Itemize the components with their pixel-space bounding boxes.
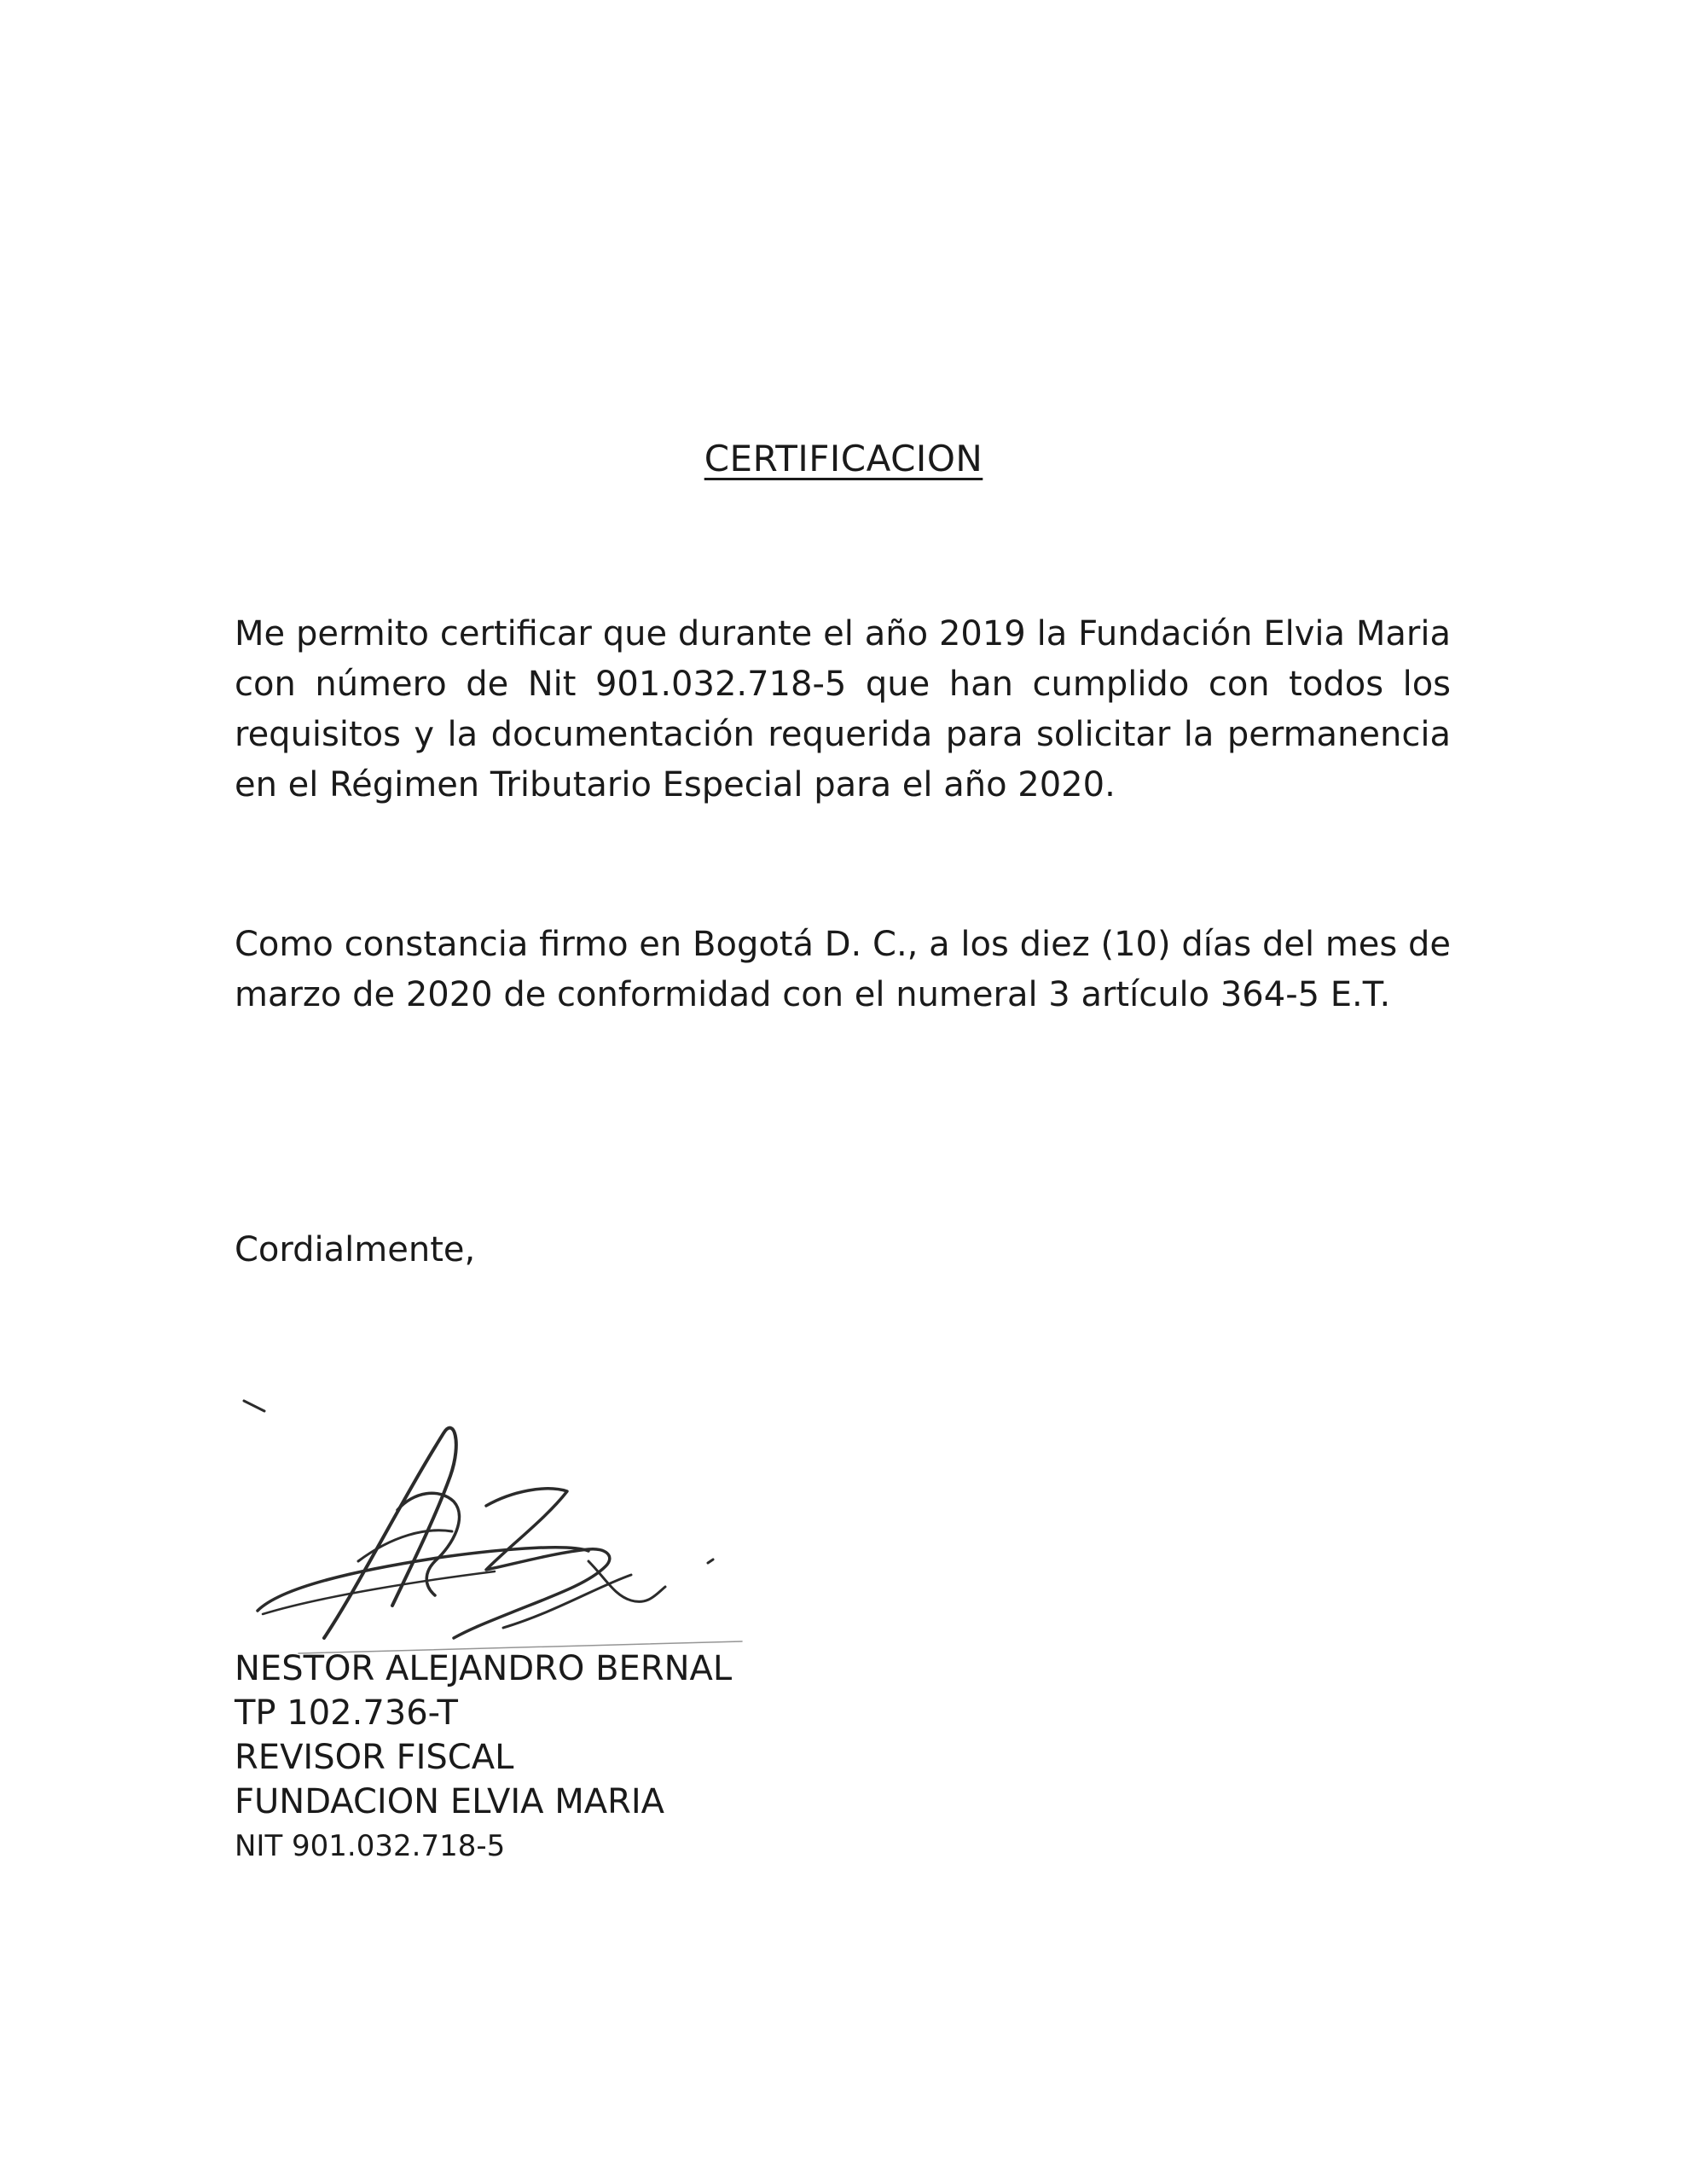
signatory-name: NESTOR ALEJANDRO BERNAL: [235, 1649, 733, 1688]
signatory-role: REVISOR FISCAL: [235, 1738, 514, 1777]
signatory-organization: FUNDACION ELVIA MARIA: [235, 1782, 665, 1821]
professional-card: TP 102.736-T: [235, 1693, 458, 1733]
document-title: [0, 433, 1687, 485]
signatory-nit: NIT 901.032.718-5: [235, 1829, 506, 1863]
signature-block: [235, 1647, 732, 1868]
closing-salutation: Cordialmente,: [235, 1230, 476, 1269]
handwritten-signature-icon: [230, 1382, 776, 1655]
body-paragraph-constancy: Como constancia firmo en Bogotá D. C., a los diez (10) días del mes de marzo de 2020 de conformidad con el numeral 3 artículo 364-5 E.T.: [235, 925, 1451, 1014]
body-paragraph-certification: Me permito certificar que durante el año 2019 la Fundación Elvia Maria con número de Nit 901.032.718-5 que han cumplido con todos los requisitos y la documentación requerida para solicitar la permanencia en el Régimen Tributario Especial para el año 2020.: [235, 614, 1451, 804]
title-text: CERTIFICACION: [704, 438, 983, 479]
